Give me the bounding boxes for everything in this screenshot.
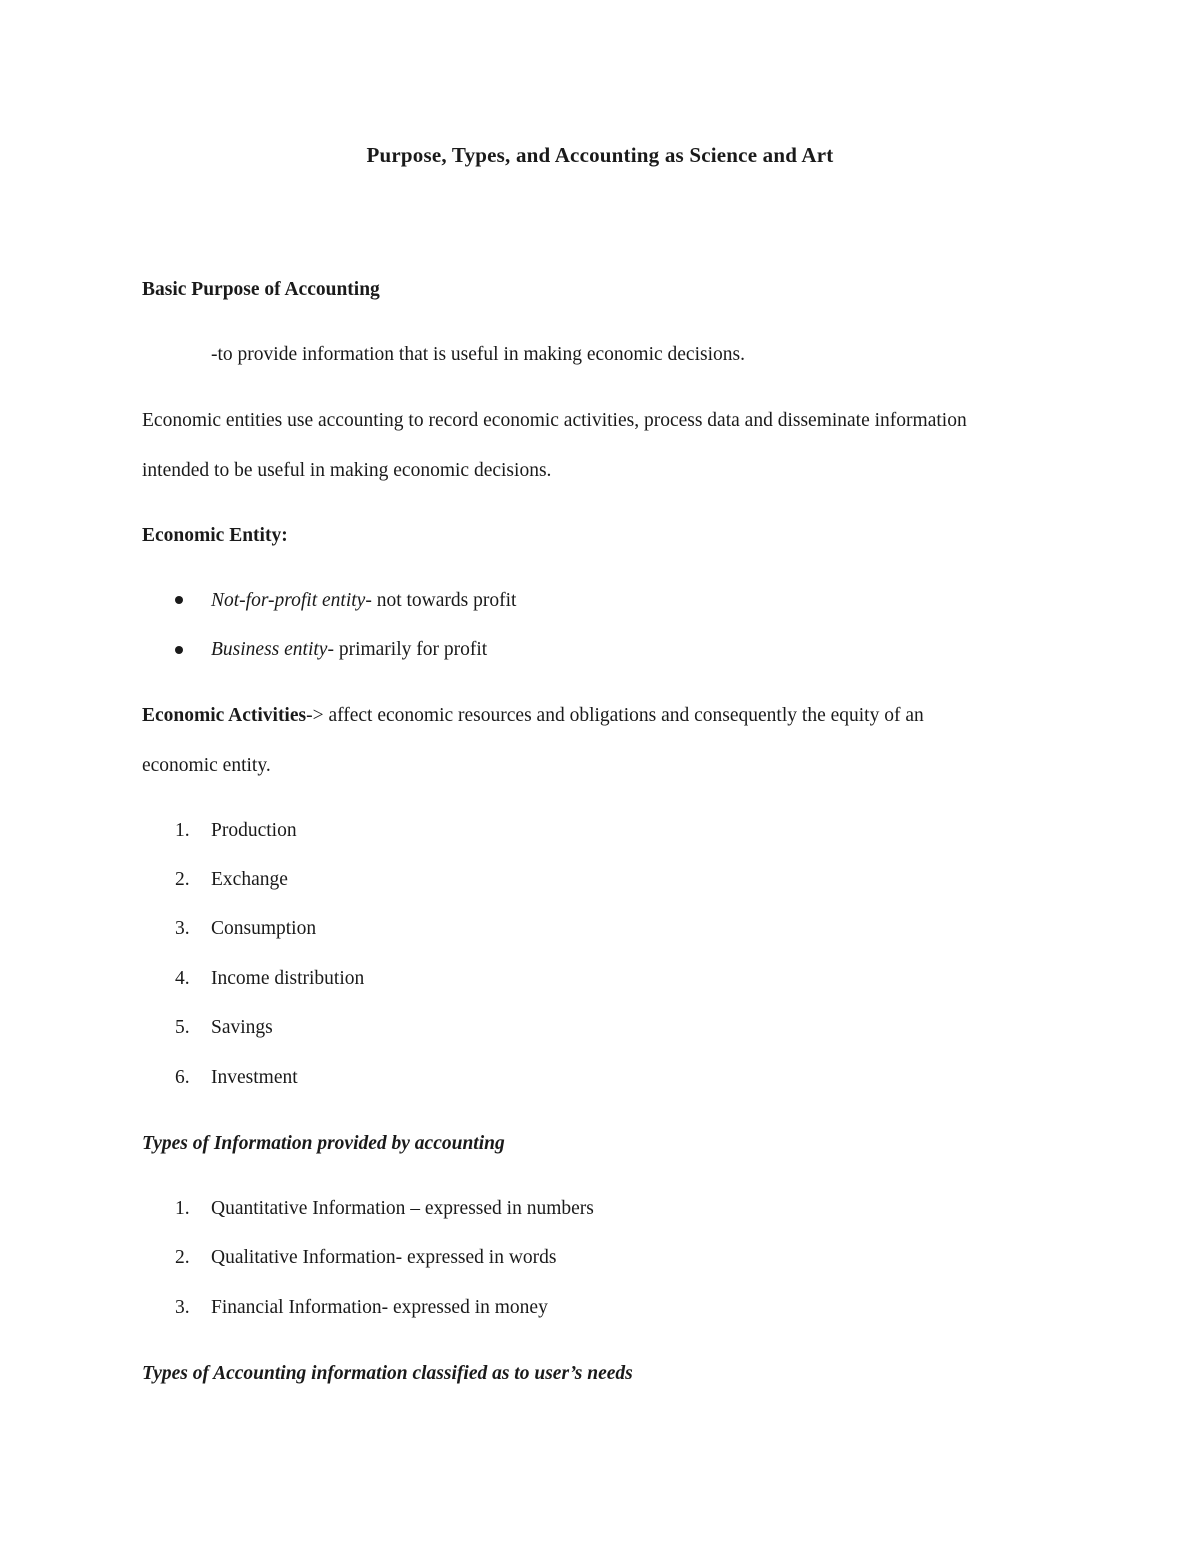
page-title: Purpose, Types, and Accounting as Science and Art (366, 143, 834, 167)
types-accounting-heading: Types of Accounting information classified as to user’s needs (142, 1363, 633, 1384)
list-item (211, 637, 487, 663)
economic-activities-text: -> affect economic resources and obligations and consequently the equity of an (306, 705, 924, 726)
economic-activities-text-line-2: economic entity. (142, 755, 271, 776)
list-item: Quantitative Information – expressed in numbers (211, 1198, 594, 1219)
basic-purpose-text: -to provide information that is useful in making economic decisions. (211, 344, 745, 365)
list-number: 4. (175, 968, 190, 989)
paragraph-line-1: Economic entities use accounting to record economic activities, process data and disseminate information (142, 410, 967, 431)
list-item: Qualitative Information- expressed in words (211, 1247, 557, 1268)
list-item: Consumption (211, 918, 317, 939)
list-item: Exchange (211, 869, 288, 890)
basic-purpose-heading: Basic Purpose of Accounting (142, 279, 380, 300)
economic-activities-heading: Economic Activities (142, 705, 307, 726)
bullet-icon (175, 646, 183, 654)
economic-activities-paragraph (142, 703, 924, 729)
list-number: 1. (175, 1198, 190, 1219)
list-item: Financial Information- expressed in money (211, 1297, 548, 1318)
entity-desc: - not towards profit (365, 590, 517, 611)
entity-term: Not-for-profit entity (211, 590, 366, 611)
entity-desc: - primarily for profit (327, 639, 488, 660)
list-number: 1. (175, 820, 190, 841)
list-number: 3. (175, 1297, 190, 1318)
list-item: Savings (211, 1017, 273, 1038)
list-item: Income distribution (211, 968, 365, 989)
list-number: 2. (175, 1247, 190, 1268)
list-number: 6. (175, 1067, 190, 1088)
list-item: Investment (211, 1067, 298, 1088)
paragraph-line-2: intended to be useful in making economic decisions. (142, 460, 552, 481)
list-number: 5. (175, 1017, 190, 1038)
bullet-icon (175, 596, 183, 604)
economic-entity-heading: Economic Entity: (142, 525, 288, 546)
types-info-heading: Types of Information provided by accounting (142, 1133, 505, 1154)
list-number: 2. (175, 869, 190, 890)
entity-term: Business entity (211, 639, 328, 660)
list-number: 3. (175, 918, 190, 939)
list-item (211, 588, 516, 614)
list-item: Production (211, 820, 297, 841)
